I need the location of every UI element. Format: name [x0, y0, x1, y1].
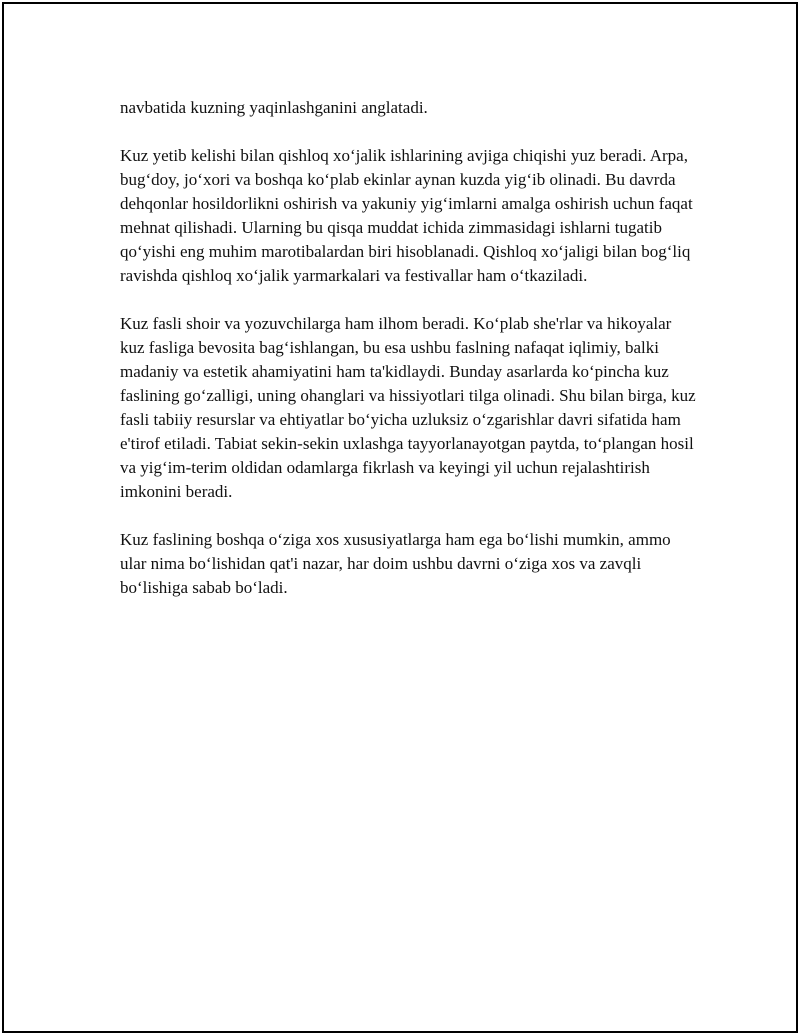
paragraph-3: Kuz fasli shoir va yozuvchilarga ham ilhom beradi. Ko‘plab she'rlar va hikoyalar kuz fasliga bevosita bag‘ishlangan, bu esa ushbu faslning nafaqat iqlimiy, balki madaniy va estetik ahamiyatini ham ta'kidlaydi. Bunday asarlarda ko‘pincha kuz faslining go‘zalligi, uning ohanglari va hissiyotlari tilga olinadi. Shu bilan birga, kuz fasli tabiiy resurslar va ehtiyatlar bo‘yicha uzluksiz o‘zgarishlar davri sifatida ham e'tirof etiladi. Tabiat sekin-sekin uxlashga tayyorlanayotgan paytda, to‘plangan hosil va yig‘im-terim oldidan odamlarga fikrlash va keyingi yil uchun rejalashtirish imkonini beradi. — [120, 314, 696, 501]
page-frame — [2, 2, 798, 1033]
document-body — [120, 96, 700, 624]
paragraph-4: Kuz faslining boshqa o‘ziga xos xususiyatlarga ham ega bo‘lishi mumkin, ammo ular nima bo‘lishidan qat'i nazar, har doim ushbu davrni o‘ziga xos va zavqli bo‘lishiga sabab bo‘ladi. — [120, 530, 671, 597]
paragraph-2: Kuz yetib kelishi bilan qishloq xo‘jalik ishlarining avjiga chiqishi yuz beradi. Arpa, bug‘doy, jo‘xori va boshqa ko‘plab ekinlar aynan kuzda yig‘ib olinadi. Bu davrda dehqonlar hosildorlikni oshirish va yakuniy yig‘imlarni amalga oshirish uchun faqat mehnat qilishadi. Ularning bu qisqa muddat ichida zimmasidagi ishlarni tugatib qo‘yishi eng muhim marotibalardan biri hisoblanadi. Qishloq xo‘jaligi bilan bog‘liq ravishda qishloq xo‘jalik yarmarkalari va festivallar ham o‘tkaziladi. — [120, 146, 693, 285]
paragraph-1: navbatida kuzning yaqinlashganini anglatadi. — [120, 98, 428, 117]
